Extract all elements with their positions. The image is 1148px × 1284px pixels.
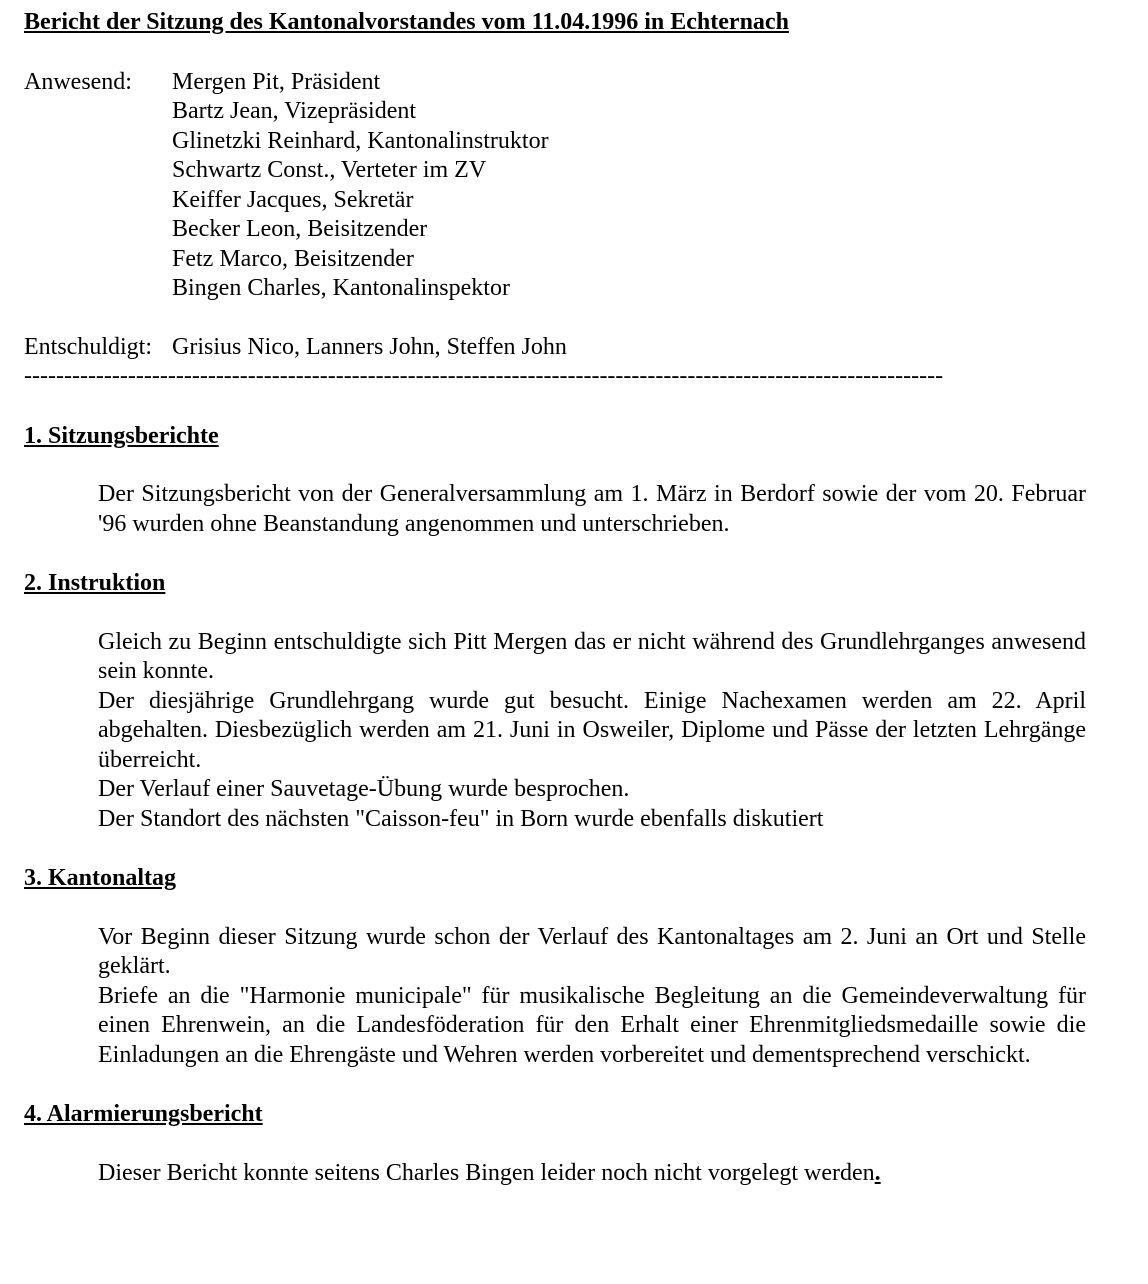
final-period: . bbox=[874, 1159, 881, 1186]
section-heading: 3. Kantonaltag bbox=[24, 865, 177, 891]
paragraph: Briefe an die "Harmonie municipale" für musikalische Begleitung an die Gemeindeverwaltung für einen Ehrenwein, an die Landesföderation für den Erhalt einer Ehrenmitgliedsmedaille sowie die Einladungen an die Ehrengäste und Wehren werden vorbereitet und dementsprechend verschickt. bbox=[98, 982, 1086, 1068]
present-member: Mergen Pit, Präsident bbox=[172, 68, 381, 95]
section-heading: 1. Sitzungsberichte bbox=[24, 422, 219, 449]
excused-label: Entschuldigt: bbox=[24, 333, 152, 360]
section-heading: 4. Alarmierungsbericht bbox=[24, 1101, 263, 1127]
present-member: Bartz Jean, Vizepräsident bbox=[172, 98, 417, 124]
section-body bbox=[98, 480, 1086, 539]
section-alarmierungsbericht bbox=[24, 1100, 1086, 1188]
paragraph: Gleich zu Beginn entschuldigte sich Pitt Mergen das er nicht während des Grundlehrganges anwesend sein konnte. bbox=[98, 628, 1086, 684]
dashed-separator: ------------------------------------------------------------------------------------------------------------------- bbox=[24, 363, 944, 389]
section-kantonaltag bbox=[24, 864, 1086, 1070]
excused-block bbox=[24, 333, 1086, 363]
section-body bbox=[98, 628, 1086, 835]
excused-names: Grisius Nico, Lanners John, Steffen John bbox=[172, 333, 567, 360]
paragraph: Der Verlauf einer Sauvetage-Übung wurde besprochen. bbox=[98, 776, 630, 802]
present-block bbox=[24, 68, 1086, 304]
present-member: Glinetzki Reinhard, Kantonalinstruktor bbox=[172, 127, 549, 154]
document-page bbox=[24, 8, 1086, 1188]
section-heading: 2. Instruktion bbox=[24, 570, 166, 596]
paragraph bbox=[98, 1159, 1086, 1189]
present-label: Anwesend: bbox=[24, 68, 132, 95]
present-member: Becker Leon, Beisitzender bbox=[172, 216, 428, 242]
section-sitzungsberichte bbox=[24, 422, 1086, 540]
paragraph-text: Dieser Bericht konnte seitens Charles Bingen leider noch nicht vorgelegt werden bbox=[98, 1159, 875, 1186]
present-member: Keiffer Jacques, Sekretär bbox=[172, 186, 414, 213]
paragraph: Der Sitzungsbericht von der Generalversammlung am 1. März in Berdorf sowie der vom 20. Februar '96 wurden ohne Beanstandung angenommen und unterschrieben. bbox=[98, 481, 1086, 537]
paragraph: Der Standort des nächsten "Caisson-feu" in Born wurde ebenfalls diskutiert bbox=[98, 805, 824, 832]
present-list bbox=[172, 68, 1086, 304]
paragraph: Der diesjährige Grundlehrgang wurde gut besucht. Einige Nachexamen werden am 22. April abgehalten. Diesbezüglich werden am 21. Juni in Osweiler, Diplome und Pässe der letzten Lehrgänge überreicht. bbox=[98, 687, 1086, 773]
paragraph: Vor Beginn dieser Sitzung wurde schon der Verlauf des Kantonaltages am 2. Juni an Ort und Stelle geklärt. bbox=[98, 923, 1086, 979]
document-title: Bericht der Sitzung des Kantonalvorstandes vom 11.04.1996 in Echternach bbox=[24, 9, 789, 35]
section-instruktion bbox=[24, 569, 1086, 834]
section-body bbox=[98, 923, 1086, 1071]
present-member: Fetz Marco, Beisitzender bbox=[172, 245, 414, 272]
section-body bbox=[98, 1159, 1086, 1189]
present-member: Schwartz Const., Verteter im ZV bbox=[172, 157, 487, 183]
present-member: Bingen Charles, Kantonalinspektor bbox=[172, 275, 510, 301]
